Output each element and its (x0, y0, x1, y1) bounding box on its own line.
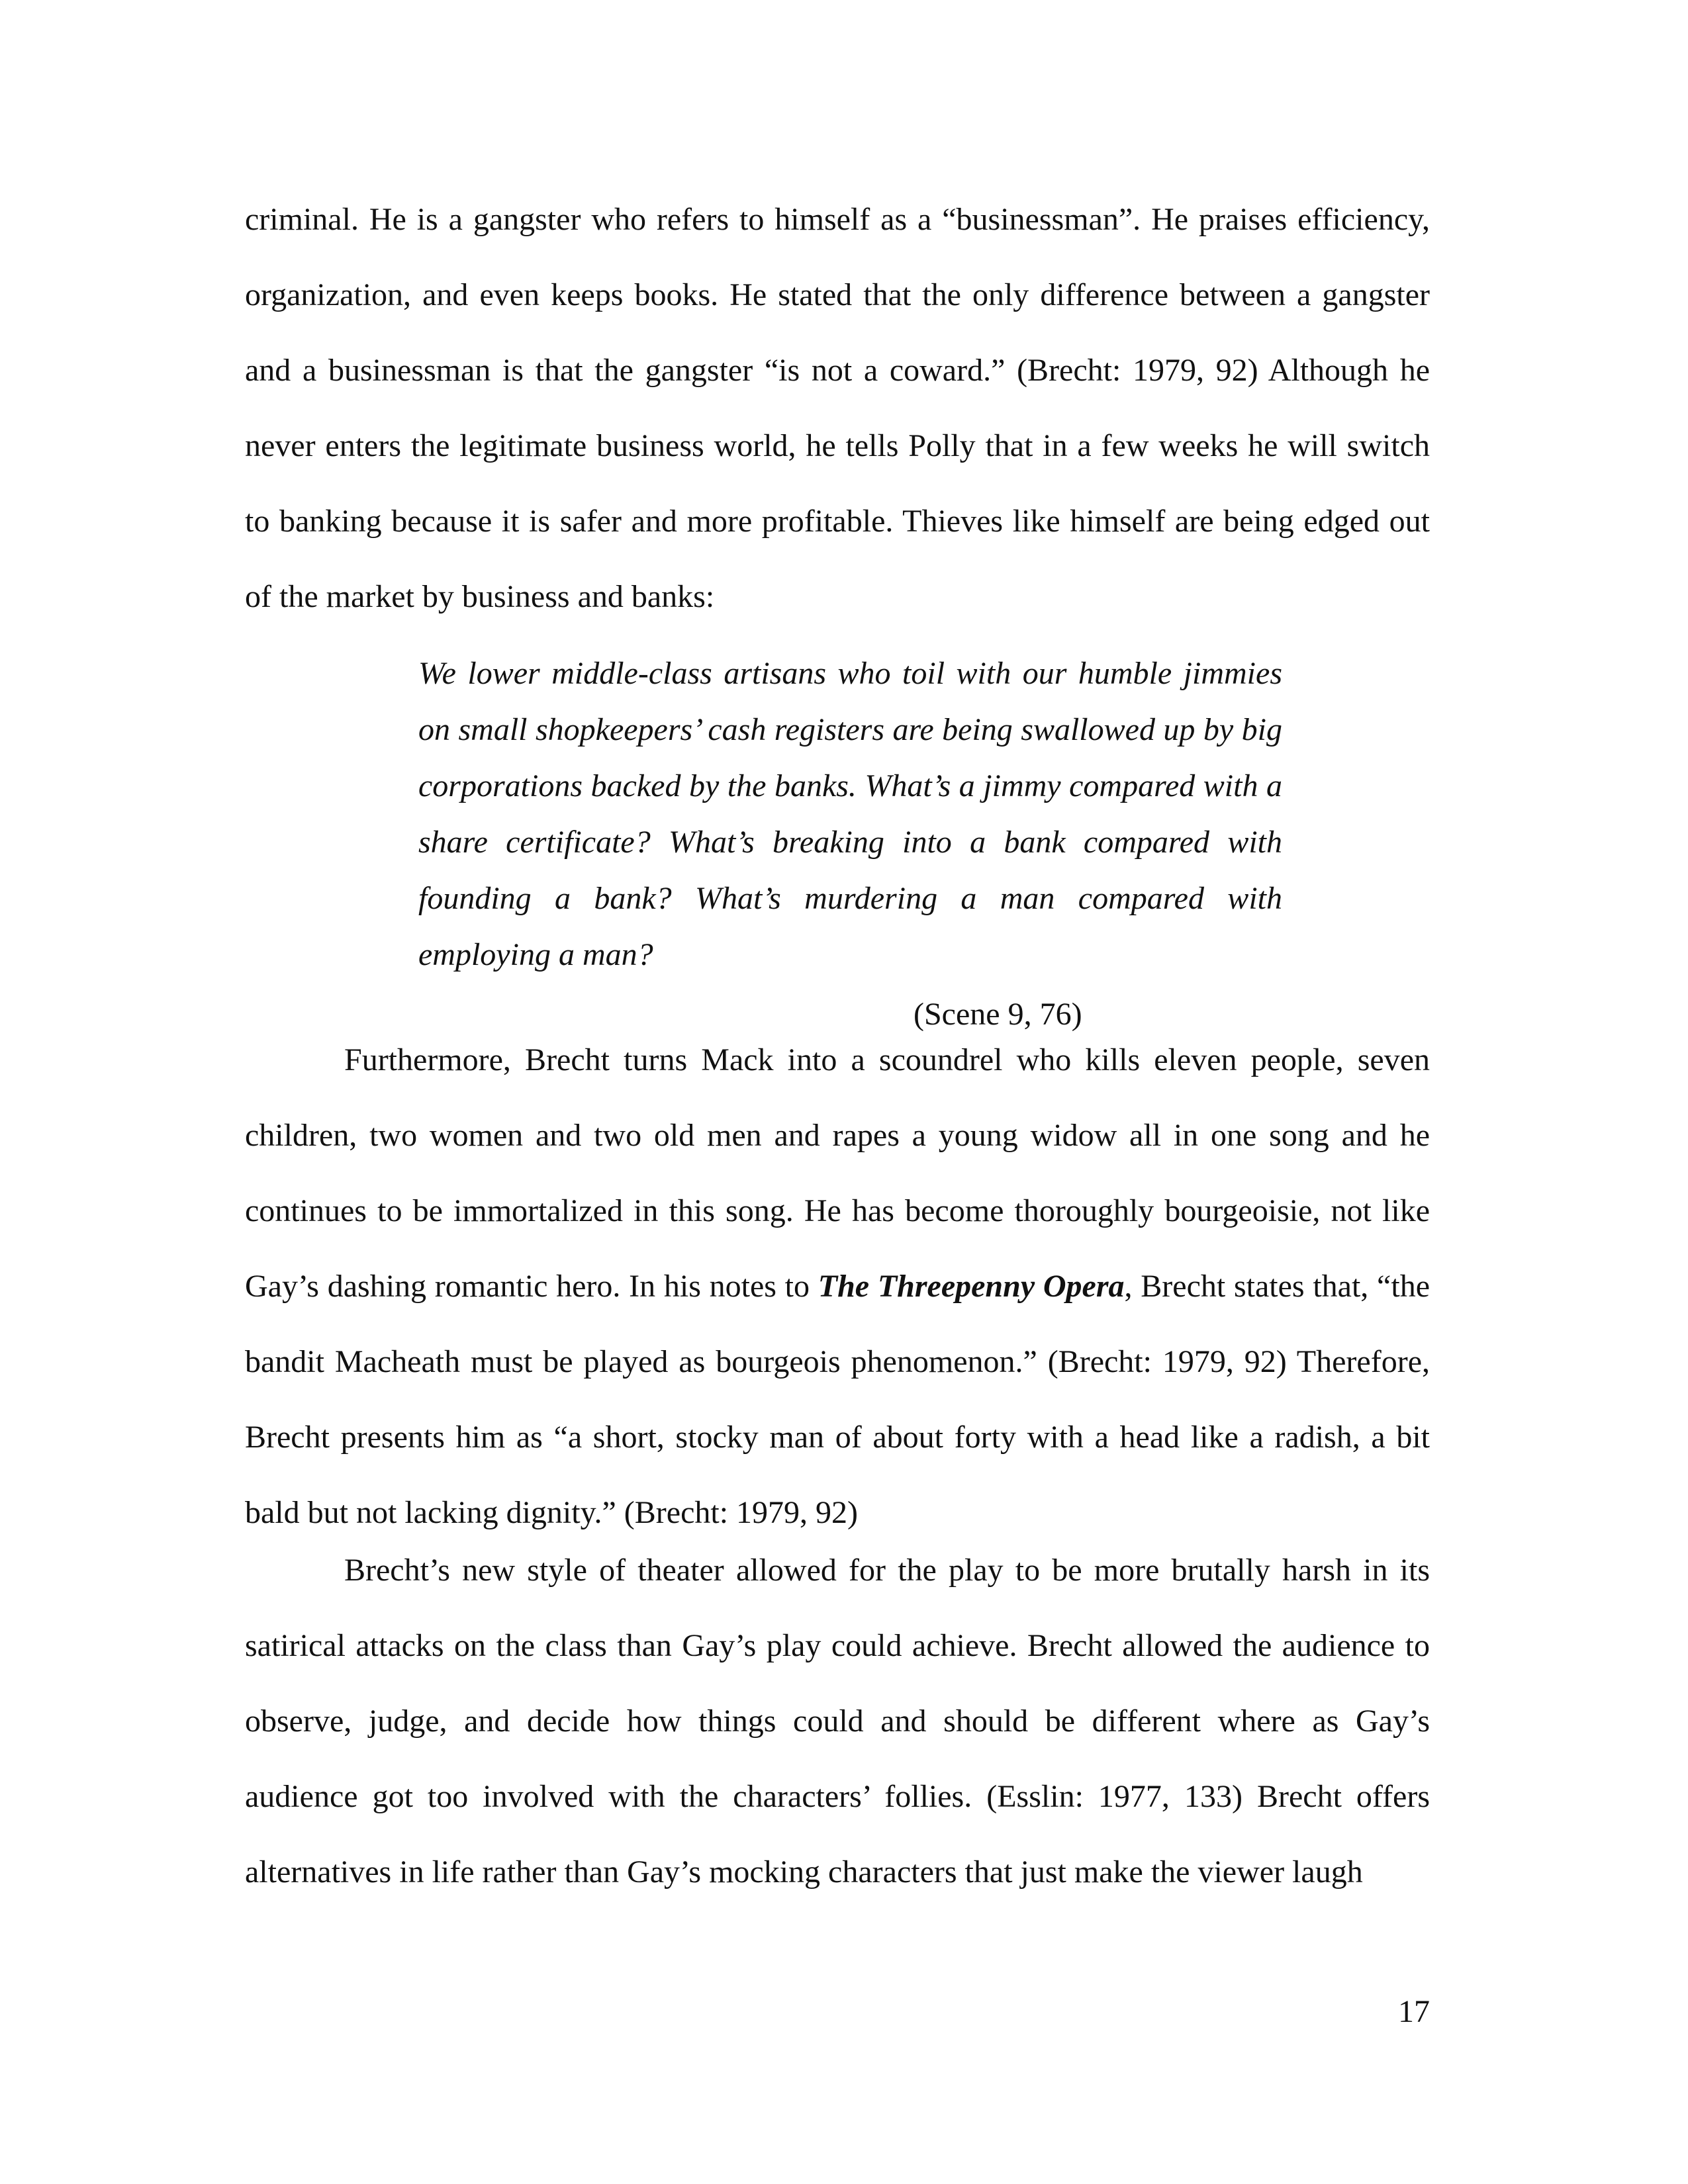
block-quote: We lower middle-class artisans who toil with our humble jimmies on small shopkeepers’ cash registers are being swallowed up by big corporations backed by the banks. What’s a jimmy compared with a share certificate? What’s breaking into a bank compared with founding a bank? What’s murdering a man compared with employing a man? (418, 656, 1282, 972)
page-number: 17 (1398, 1994, 1430, 2029)
paragraph-text-after-title: , Brecht states that, “the bandit Macheath must be played as bourgeois phenomenon.” (Brecht: 1979, 92) Therefore, Brecht presents him as “a short, stocky man of about forty with a head like a radish, a bit bald but not lacking dignity.” (Brecht: 1979, 92) (245, 1269, 1430, 1530)
block-quote-citation: (Scene 9, 76) (914, 997, 1082, 1032)
paragraph-mack-scoundrel (245, 1023, 1430, 1551)
paragraph-brecht-theater-style: Brecht’s new style of theater allowed for the play to be more brutally harsh in its satirical attacks on the class than Gay’s play could achieve. Brecht allowed the audience to observe, judge, and decide how things could and should be different where as Gay’s audience got too involved with the characters’ follies. (Esslin: 1977, 133) Brecht offers alternatives in life rather than Gay’s mocking characters that just make the viewer laugh (245, 1553, 1430, 1889)
play-title: The Threepenny Opera (818, 1269, 1125, 1304)
paragraph-text-before-title: Furthermore, Brecht turns Mack into a scoundrel who kills eleven people, seven children, two women and two old men and rapes a young widow all in one song and he continues to be immortalized in this song. He has become thoroughly bourgeoisie, not like Gay’s dashing romantic hero. In his notes to (245, 1042, 1430, 1304)
paragraph-criminal-businessman: criminal. He is a gangster who refers to himself as a “businessman”. He praises efficiency, organization, and even keeps books. He stated that the only difference between a gangster and a businessman is that the gangster “is not a coward.” (Brecht: 1979, 92) Although he never enters the legitimate business world, he tells Polly that in a few weeks he will switch to banking because it is safer and more profitable. Thieves like himself are being edged out of the market by business and banks: (245, 202, 1430, 614)
